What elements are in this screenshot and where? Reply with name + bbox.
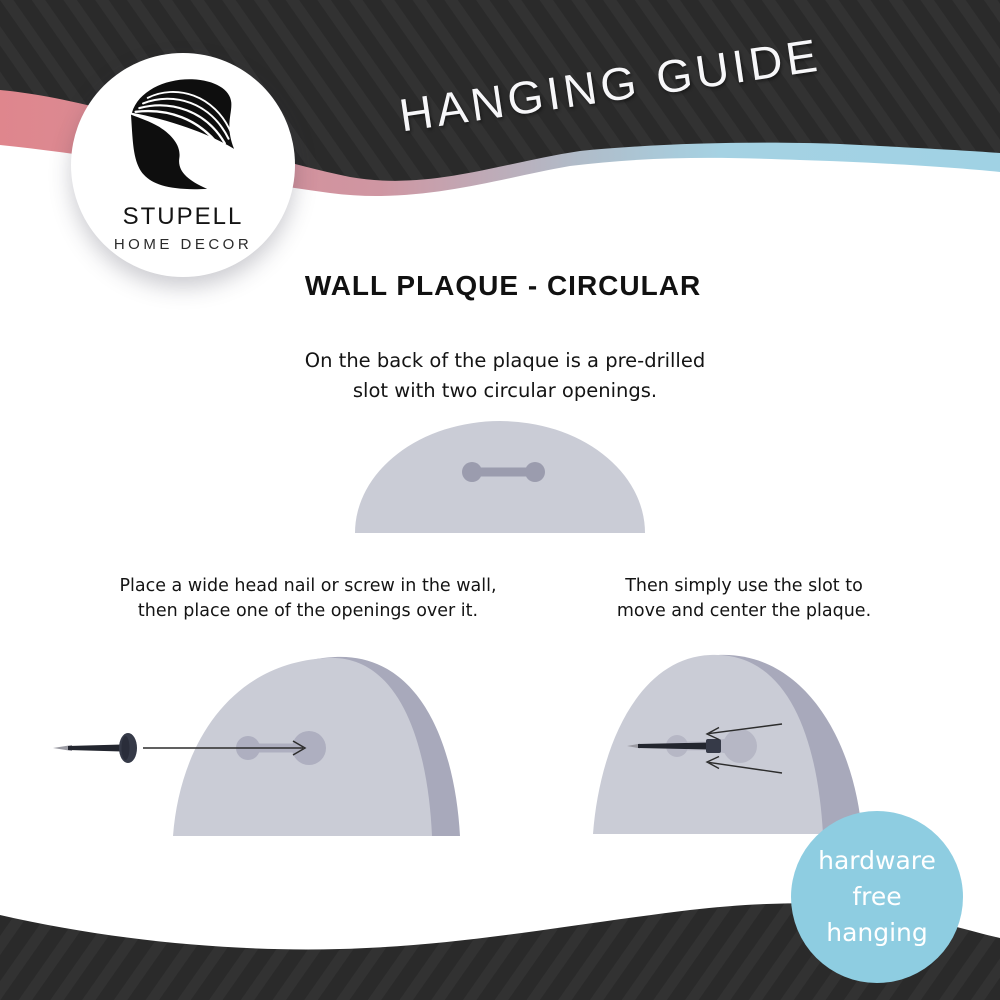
intro-line-2: slot with two circular openings. [352, 379, 658, 402]
product-title: WALL PLAQUE - CIRCULAR [304, 270, 702, 301]
nail-icon [53, 733, 137, 763]
stupell-s-swirl-icon [131, 73, 235, 197]
step2-line-2: move and center the plaque. [616, 601, 872, 621]
badge-line-2: free [852, 882, 902, 911]
step2-line-1: Then simply use the slot to [625, 576, 863, 596]
header-title: HANGING GUIDE [395, 28, 825, 142]
brand-name: STUPELL [122, 203, 244, 230]
plaque-back-illustration [340, 405, 660, 545]
step2-text [534, 574, 954, 624]
step1-line-2: then place one of the openings over it. [137, 601, 479, 621]
plaque-dome [355, 421, 645, 533]
step1-text [98, 574, 518, 624]
hardware-free-badge [791, 811, 963, 983]
intro-text [255, 346, 755, 406]
brand-tagline: HOME DECOR [113, 236, 253, 253]
step1-line-1: Place a wide head nail or screw in the wall, [119, 576, 497, 596]
brand-logo [71, 53, 295, 277]
badge-line-3: hanging [826, 918, 928, 947]
intro-line-1: On the back of the plaque is a pre-drilled [304, 349, 706, 372]
badge-line-1: hardware [818, 846, 936, 875]
